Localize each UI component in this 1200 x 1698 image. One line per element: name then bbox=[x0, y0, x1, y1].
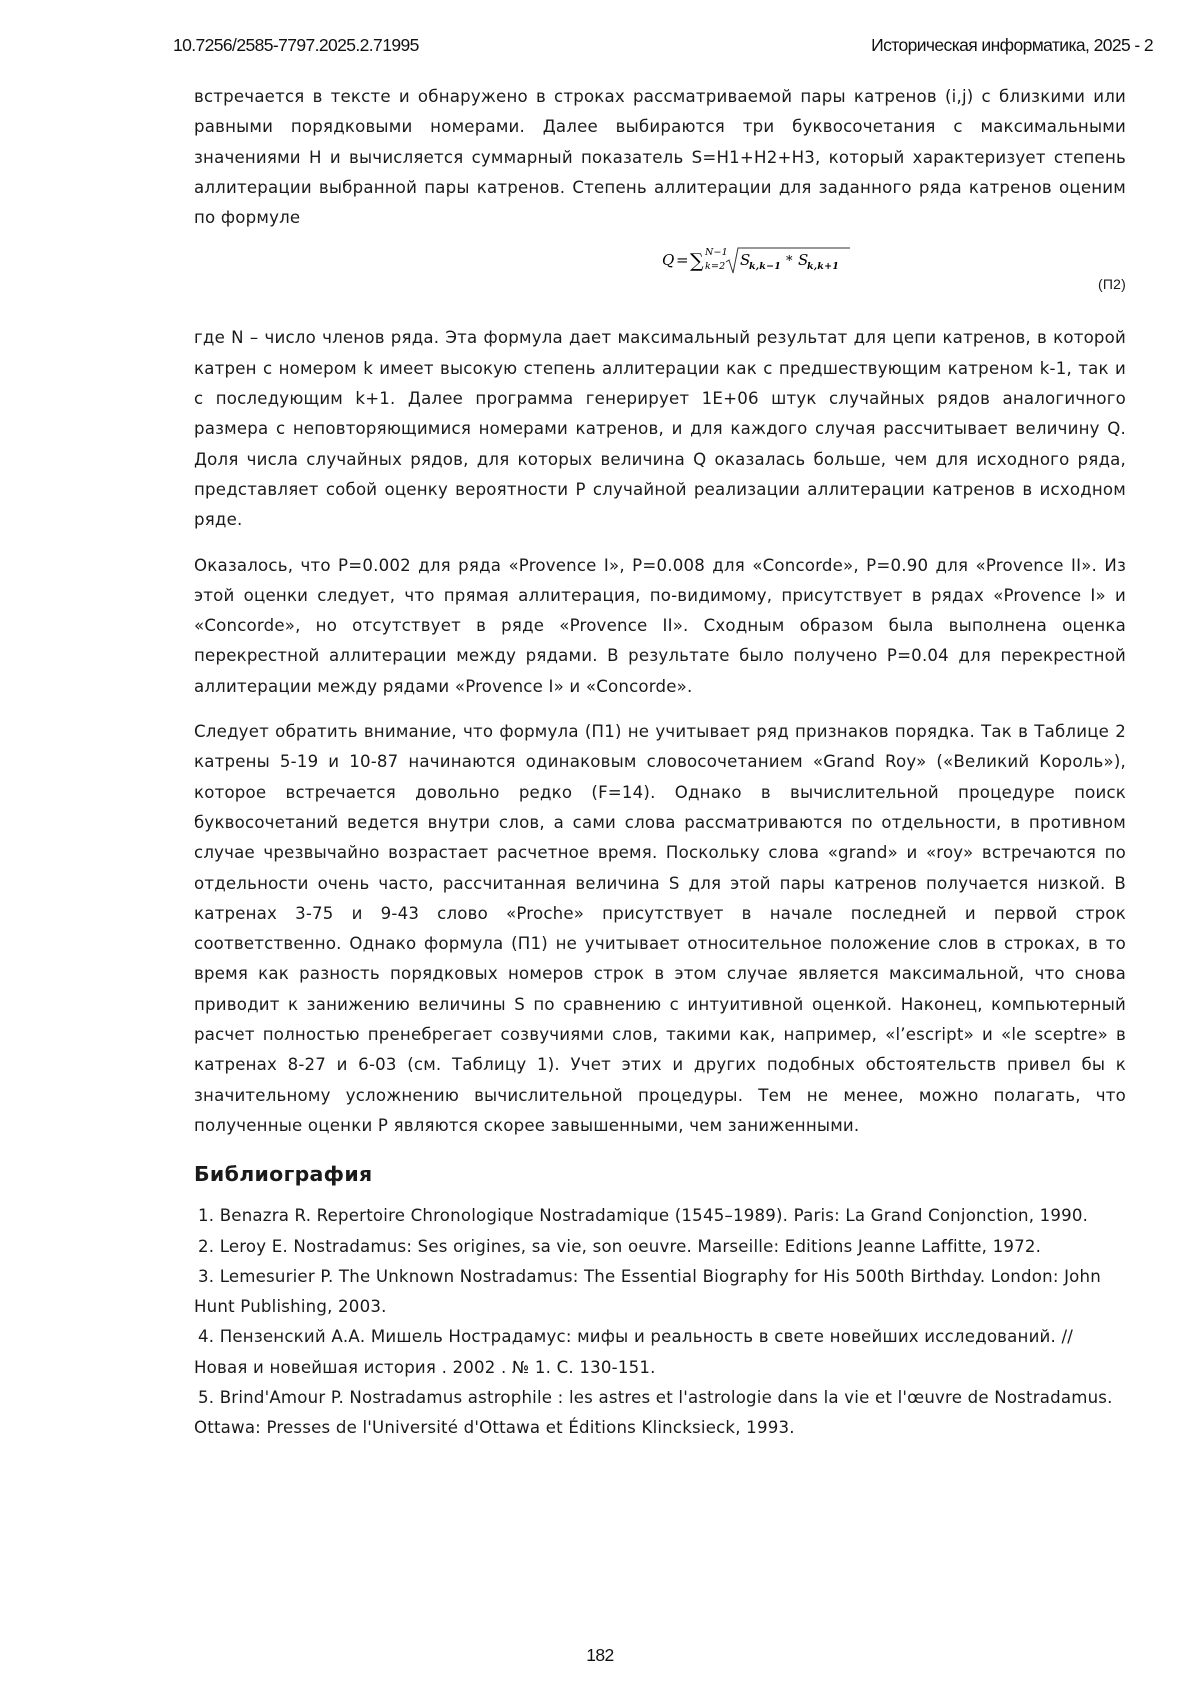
formula-svg bbox=[662, 243, 852, 279]
bibliography-list bbox=[194, 1201, 1126, 1443]
journal-header: Историческая информатика, 2025 - 2 bbox=[871, 35, 1153, 55]
formula-sum-upper: N−1 bbox=[705, 247, 728, 259]
formula-expression bbox=[662, 243, 852, 279]
formula-term2: S bbox=[798, 251, 809, 270]
bibliography-item: 3. Lemesurier P. The Unknown Nostradamus: The Essential Biography for His 500th Birthday. London: John Hunt Publishing, 2003. bbox=[194, 1266, 1101, 1317]
article-body bbox=[194, 82, 1126, 1444]
doi-header: 10.7256/2585-7797.2025.2.71995 bbox=[173, 35, 419, 55]
paragraph-1: встречается в тексте и обнаружено в строках рассматриваемой пары катренов (i,j) с близкими или равными порядковыми номерами. Далее выбираются три буквосочетания с максимальными значениями H и вычисляется суммарный показатель S=H1+H2+H3, который характеризует степень аллитерации выбранной пары катренов. Степень аллитерации для заданного ряда катренов оценим по формуле bbox=[194, 87, 1126, 228]
paragraph-3: Оказалось, что P=0.002 для ряда «Provence I», P=0.008 для «Concorde», P=0.90 для «Provence II». Из этой оценки следует, что прямая аллитерация, по-видимому, присутствует в рядах «Provence I» и «Concorde», но отсутствует в ряде «Provence II». Сходным образом была выполнена оценка перекрестной аллитерации между рядами. В результате было получено P=0.04 для перекрестной аллитерации между рядами «Provence I» и «Concorde». bbox=[194, 555, 1126, 696]
bibliography-item: 4. Пензенский А.А. Мишель Нострадамус: мифы и реальность в свете новейших исследований. // Новая и новейшая история . 2002 . № 1. С. 130-151. bbox=[194, 1327, 1074, 1377]
formula-term2-sub: k,k+1 bbox=[807, 261, 840, 273]
bibliography-item: 5. Brind'Amour P. Nostradamus astrophile : les astres et l'astrologie dans la vie et l'œuvre de Nostradamus. Ottawa: Presses de l'Université d'Ottawa et Éditions Klincksieck, 1993. bbox=[194, 1387, 1113, 1438]
formula-op: * bbox=[786, 254, 793, 270]
bibliography-item: 1. Benazra R. Repertoire Chronologique Nostradamique (1545–1989). Paris: La Grand Conjonction, 1990. bbox=[198, 1206, 1089, 1226]
bibliography-item: 2. Leroy E. Nostradamus: Ses origines, sa vie, son oeuvre. Marseille: Editions Jeanne Laffitte, 1972. bbox=[198, 1236, 1042, 1256]
paragraph-2: где N – число членов ряда. Эта формула дает максимальный результат для цепи катренов, в которой катрен с номером k имеет высокую степень аллитерации как с предшествующим катреном k-1, так и с последующим k+1. Далее программа генерирует 1E+06 штук случайных рядов аналогичного размера с неповторяющимися номерами катренов, и для каждого случая рассчитывает величину Q. Доля числа случайных рядов, для которых величина Q оказалась больше, чем для исходного ряда, представляет собой оценку вероятности P случайной реализации аллитерации катренов в исходном ряде. bbox=[194, 328, 1126, 530]
bibliography-title: Библиография bbox=[194, 1162, 373, 1187]
formula-eq: = bbox=[676, 251, 689, 270]
formula-term1-sub: k,k−1 bbox=[749, 261, 782, 273]
formula-label: (П2) bbox=[1098, 276, 1126, 293]
formula-sum-lower: k=2 bbox=[705, 261, 726, 273]
paragraph-4: Следует обратить внимание, что формула (П1) не учитывает ряд признаков порядка. Так в Таблице 2 катрены 5-19 и 10-87 начинаются одинаковым словосочетанием «Grand Roy» («Великий Король»), которое встречается довольно редко (F=14). Однако в вычислительной процедуре поиск буквосочетаний ведется внутри слов, а сами слова рассматриваются по отдельности, в противном случае чрезвычайно возрастает расчетное время. Поскольку слова «grand» и «roy» встречаются по отдельности очень часто, рассчитанная величина S для этой пары катренов получается низкой. В катренах 3-75 и 9-43 слово «Proche» присутствует в начале последней и первой строк соответственно. Однако формула (П1) не учитывает относительное положение слов в строках, в то время как разность порядковых номеров строк в этом случае является максимальной, что снова приводит к занижению величины S по сравнению с интуитивной оценкой. Наконец, компьютерный расчет полностью пренебрегает созвучиями слов, такими как, например, «l’escript» и «le sceptre» в катренах 8-27 и 6-03 (см. Таблицу 1). Учет этих и других подобных обстоятельств привел бы к значительному усложнению вычислительной процедуры. Тем не менее, можно полагать, что полученные оценки P являются скорее завышенными, чем заниженными. bbox=[194, 722, 1126, 1135]
formula-term1: S bbox=[740, 251, 751, 270]
page-number: 182 bbox=[586, 1645, 614, 1665]
formula-sum-sign: ∑ bbox=[690, 250, 704, 273]
formula-lhs: Q bbox=[662, 251, 675, 270]
formula-p2 bbox=[194, 233, 1126, 323]
